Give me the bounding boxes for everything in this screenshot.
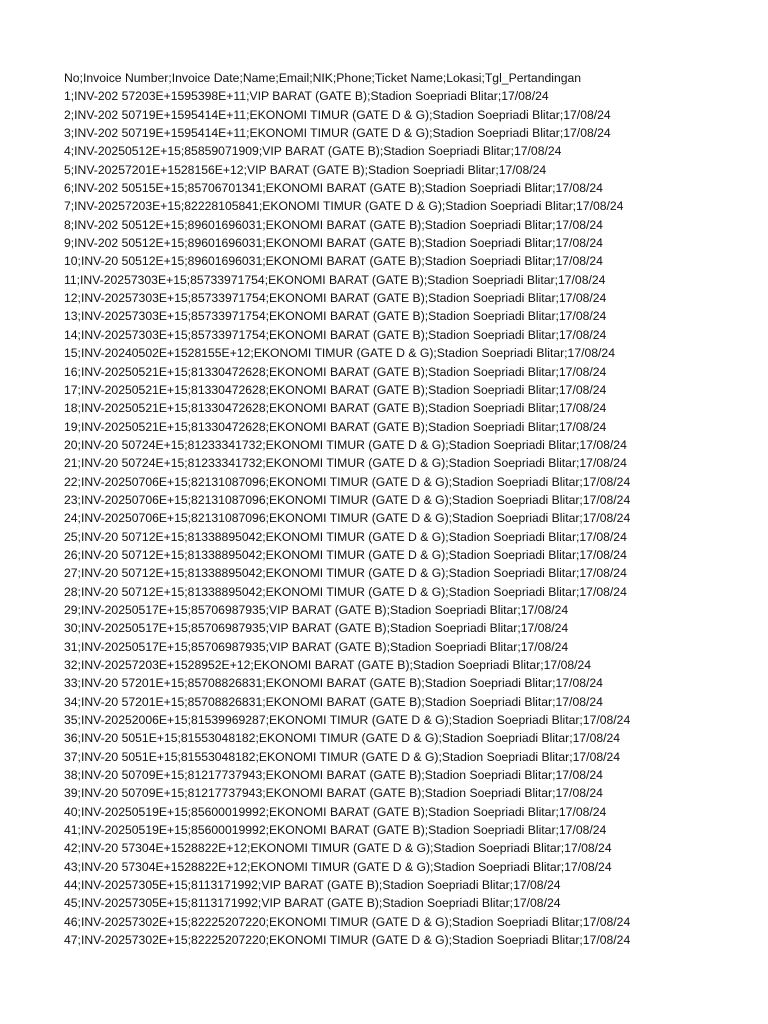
csv-data-line: 21;INV-20 50724E+15;81233341732;EKONOMI TIMUR (GATE D & G);Stadion Soepriadi Blitar;17/08/24 [64,456,627,471]
csv-data-line: 3;INV-202 50719E+1595414E+11;EKONOMI TIMUR (GATE D & G);Stadion Soepriadi Blitar;17/08/24 [64,126,611,141]
csv-data-line: 8;INV-202 50512E+15;89601696031;EKONOMI BARAT (GATE B);Stadion Soepriadi Blitar;17/08/24 [64,217,603,232]
csv-text-block [64,69,754,950]
csv-data-line: 24;INV-20250706E+15;82131087096;EKONOMI TIMUR (GATE D & G);Stadion Soepriadi Blitar;17/08/24 [64,511,631,526]
csv-data-line: 43;INV-20 57304E+1528822E+12;EKONOMI TIMUR (GATE D & G);Stadion Soepriadi Blitar;17/08/24 [64,859,612,874]
csv-data-line: 35;INV-20252006E+15;81539969287;EKONOMI TIMUR (GATE D & G);Stadion Soepriadi Blitar;17/08/24 [64,713,631,728]
csv-data-line: 6;INV-202 50515E+15;85706701341;EKONOMI BARAT (GATE B);Stadion Soepriadi Blitar;17/08/24 [64,181,603,196]
csv-data-line: 44;INV-20257305E+15;8113171992;VIP BARAT (GATE B);Stadion Soepriadi Blitar;17/08/24 [64,878,561,893]
csv-data-line: 1;INV-202 57203E+1595398E+11;VIP BARAT (GATE B);Stadion Soepriadi Blitar;17/08/24 [64,89,549,104]
csv-data-line: 15;INV-20240502E+1528155E+12;EKONOMI TIMUR (GATE D & G);Stadion Soepriadi Blitar;17/08/24 [64,346,615,361]
csv-data-line: 20;INV-20 50724E+15;81233341732;EKONOMI TIMUR (GATE D & G);Stadion Soepriadi Blitar;17/08/24 [64,437,627,452]
csv-data-line: 22;INV-20250706E+15;82131087096;EKONOMI TIMUR (GATE D & G);Stadion Soepriadi Blitar;17/08/24 [64,474,631,489]
csv-data-line: 28;INV-20 50712E+15;81338895042;EKONOMI TIMUR (GATE D & G);Stadion Soepriadi Blitar;17/08/24 [64,584,627,599]
csv-data-line: 10;INV-20 50512E+15;89601696031;EKONOMI BARAT (GATE B);Stadion Soepriadi Blitar;17/08/24 [64,254,603,269]
csv-data-line: 46;INV-20257302E+15;82225207220;EKONOMI TIMUR (GATE D & G);Stadion Soepriadi Blitar;17/08/24 [64,914,631,929]
csv-data-line: 45;INV-20257305E+15;8113171992;VIP BARAT (GATE B);Stadion Soepriadi Blitar;17/08/24 [64,896,561,911]
csv-data-line: 41;INV-20250519E+15;85600019992;EKONOMI BARAT (GATE B);Stadion Soepriadi Blitar;17/08/24 [64,823,607,838]
csv-data-line: 47;INV-20257302E+15;82225207220;EKONOMI TIMUR (GATE D & G);Stadion Soepriadi Blitar;17/08/24 [64,933,631,948]
csv-data-line: 32;INV-20257203E+1528952E+12;EKONOMI BARAT (GATE B);Stadion Soepriadi Blitar;17/08/24 [64,658,592,672]
csv-header-line: No;Invoice Number;Invoice Date;Name;Email;NIK;Phone;Ticket Name;Lokasi;Tgl_Pertandingan [64,71,582,85]
csv-data-line: 42;INV-20 57304E+1528822E+12;EKONOMI TIMUR (GATE D & G);Stadion Soepriadi Blitar;17/08/24 [64,841,612,856]
csv-data-line: 5;INV-20257201E+1528156E+12;VIP BARAT (GATE B);Stadion Soepriadi Blitar;17/08/24 [64,162,547,177]
csv-data-line: 37;INV-20 5051E+15;81553048182;EKONOMI TIMUR (GATE D & G);Stadion Soepriadi Blitar;17/08/24 [64,749,621,764]
csv-data-line: 27;INV-20 50712E+15;81338895042;EKONOMI TIMUR (GATE D & G);Stadion Soepriadi Blitar;17/08/24 [64,566,627,581]
csv-data-line: 11;INV-20257303E+15;85733971754;EKONOMI BARAT (GATE B);Stadion Soepriadi Blitar;17/08/24 [64,272,606,287]
csv-data-line: 7;INV-20257203E+15;82228105841;EKONOMI TIMUR (GATE D & G);Stadion Soepriadi Blitar;17/08/24 [64,199,624,214]
csv-data-line: 30;INV-20250517E+15;85706987935;VIP BARAT (GATE B);Stadion Soepriadi Blitar;17/08/24 [64,621,569,636]
csv-data-line: 31;INV-20250517E+15;85706987935;VIP BARAT (GATE B);Stadion Soepriadi Blitar;17/08/24 [64,639,569,654]
csv-data-line: 14;INV-20257303E+15;85733971754;EKONOMI BARAT (GATE B);Stadion Soepriadi Blitar;17/08/24 [64,327,607,342]
csv-data-line: 29;INV-20250517E+15;85706987935;VIP BARAT (GATE B);Stadion Soepriadi Blitar;17/08/24 [64,602,569,617]
csv-data-line: 40;INV-20250519E+15;85600019992;EKONOMI BARAT (GATE B);Stadion Soepriadi Blitar;17/08/24 [64,804,607,819]
csv-data-line: 39;INV-20 50709E+15;81217737943;EKONOMI BARAT (GATE B);Stadion Soepriadi Blitar;17/08/24 [64,786,603,801]
csv-data-line: 26;INV-20 50712E+15;81338895042;EKONOMI TIMUR (GATE D & G);Stadion Soepriadi Blitar;17/08/24 [64,547,627,562]
csv-data-line: 12;INV-20257303E+15;85733971754;EKONOMI BARAT (GATE B);Stadion Soepriadi Blitar;17/08/24 [64,291,607,306]
csv-data-line: 33;INV-20 57201E+15;85708826831;EKONOMI BARAT (GATE B);Stadion Soepriadi Blitar;17/08/24 [64,676,603,691]
csv-data-line: 19;INV-20250521E+15;81330472628;EKONOMI BARAT (GATE B);Stadion Soepriadi Blitar;17/08/24 [64,419,607,434]
csv-data-line: 18;INV-20250521E+15;81330472628;EKONOMI BARAT (GATE B);Stadion Soepriadi Blitar;17/08/24 [64,401,607,416]
csv-data-line: 23;INV-20250706E+15;82131087096;EKONOMI TIMUR (GATE D & G);Stadion Soepriadi Blitar;17/08/24 [64,492,631,507]
csv-data-line: 38;INV-20 50709E+15;81217737943;EKONOMI BARAT (GATE B);Stadion Soepriadi Blitar;17/08/24 [64,768,603,783]
csv-data-line: 9;INV-202 50512E+15;89601696031;EKONOMI BARAT (GATE B);Stadion Soepriadi Blitar;17/08/24 [64,236,603,251]
csv-data-line: 34;INV-20 57201E+15;85708826831;EKONOMI BARAT (GATE B);Stadion Soepriadi Blitar;17/08/24 [64,694,603,709]
csv-data-line: 4;INV-20250512E+15;85859071909;VIP BARAT (GATE B);Stadion Soepriadi Blitar;17/08/24 [64,144,562,159]
csv-data-line: 2;INV-202 50719E+1595414E+11;EKONOMI TIMUR (GATE D & G);Stadion Soepriadi Blitar;17/08/24 [64,107,611,122]
csv-data-line: 25;INV-20 50712E+15;81338895042;EKONOMI TIMUR (GATE D & G);Stadion Soepriadi Blitar;17/08/24 [64,529,627,544]
csv-data-line: 36;INV-20 5051E+15;81553048182;EKONOMI TIMUR (GATE D & G);Stadion Soepriadi Blitar;17/08/24 [64,731,621,746]
csv-data-line: 17;INV-20250521E+15;81330472628;EKONOMI BARAT (GATE B);Stadion Soepriadi Blitar;17/08/24 [64,382,607,397]
csv-data-line: 16;INV-20250521E+15;81330472628;EKONOMI BARAT (GATE B);Stadion Soepriadi Blitar;17/08/24 [64,364,607,379]
csv-data-line: 13;INV-20257303E+15;85733971754;EKONOMI BARAT (GATE B);Stadion Soepriadi Blitar;17/08/24 [64,309,607,324]
